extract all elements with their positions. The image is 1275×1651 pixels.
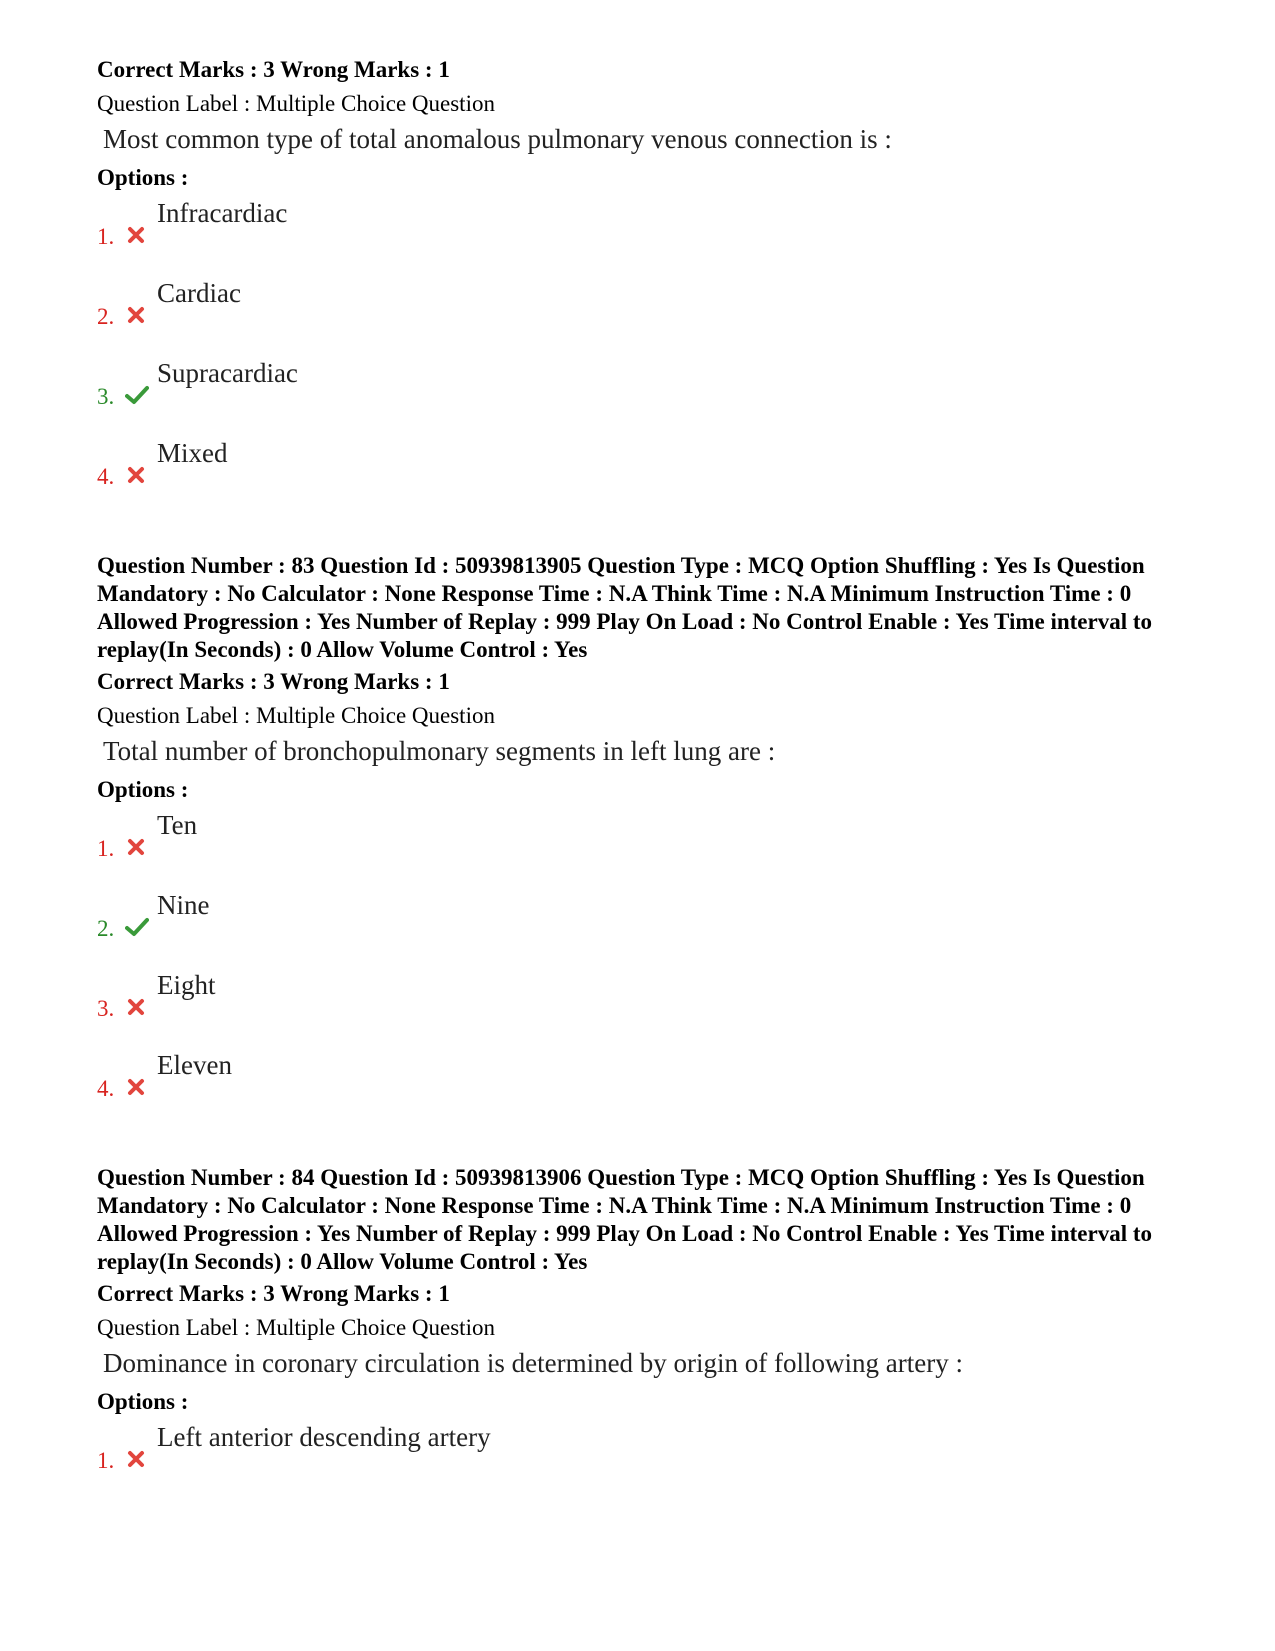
option-item <box>97 198 1207 278</box>
option-item <box>97 890 1207 970</box>
question-meta: Question Number : 83 Question Id : 50939813905 Question Type : MCQ Option Shuffling : Yes Is Question Mandatory : No Calculator : None Response Time : N.A Think Time : N.A Minimum Instruction Time : 0 Allowed Progression : Yes Number of Replay : 999 Play On Load : No Control Enable : Yes Time interval to replay(In Seconds) : 0 Allow Volume Control : Yes <box>97 553 1153 662</box>
cross-icon <box>125 1448 147 1470</box>
option-number: 2. <box>97 916 115 941</box>
cross-icon <box>125 224 147 246</box>
option-text: Ten <box>157 810 198 840</box>
options-list <box>97 810 1207 1130</box>
cross-icon <box>125 996 147 1018</box>
option-number: 1. <box>97 836 115 861</box>
cross-icon <box>125 1076 147 1098</box>
question-block-82 <box>97 56 1207 518</box>
option-item <box>97 358 1207 438</box>
option-text: Cardiac <box>157 278 241 308</box>
options-heading: Options : <box>97 165 189 190</box>
options-heading: Options : <box>97 777 189 802</box>
marks-line: Correct Marks : 3 Wrong Marks : 1 <box>97 57 450 82</box>
option-item <box>97 1422 1207 1502</box>
option-item <box>97 1050 1207 1130</box>
option-item <box>97 970 1207 1050</box>
marks-line: Correct Marks : 3 Wrong Marks : 1 <box>97 1281 450 1306</box>
option-text: Nine <box>157 890 210 920</box>
options-list <box>97 1422 1207 1502</box>
option-text: Eight <box>157 970 216 1000</box>
check-icon <box>125 384 147 406</box>
question-text: Total number of bronchopulmonary segments in left lung are : <box>103 736 776 766</box>
question-label: Question Label : Multiple Choice Question <box>97 1315 495 1340</box>
options-heading: Options : <box>97 1389 189 1414</box>
question-block-84 <box>97 1164 1207 1502</box>
question-label: Question Label : Multiple Choice Question <box>97 703 495 728</box>
question-meta: Question Number : 84 Question Id : 50939813906 Question Type : MCQ Option Shuffling : Yes Is Question Mandatory : No Calculator : None Response Time : N.A Think Time : N.A Minimum Instruction Time : 0 Allowed Progression : Yes Number of Replay : 999 Play On Load : No Control Enable : Yes Time interval to replay(In Seconds) : 0 Allow Volume Control : Yes <box>97 1165 1153 1274</box>
option-text: Mixed <box>157 438 228 468</box>
option-text: Supracardiac <box>157 358 298 388</box>
option-item <box>97 278 1207 358</box>
option-number: 2. <box>97 304 115 329</box>
question-label: Question Label : Multiple Choice Question <box>97 91 495 116</box>
marks-line: Correct Marks : 3 Wrong Marks : 1 <box>97 669 450 694</box>
document-page <box>97 56 1207 1502</box>
cross-icon <box>125 464 147 486</box>
option-number: 3. <box>97 996 115 1021</box>
option-number: 1. <box>97 1448 115 1473</box>
option-number: 4. <box>97 1076 115 1101</box>
question-text: Dominance in coronary circulation is determined by origin of following artery : <box>103 1348 963 1378</box>
option-number: 4. <box>97 464 115 489</box>
option-text: Infracardiac <box>157 198 288 228</box>
option-text: Left anterior descending artery <box>157 1422 491 1452</box>
option-number: 3. <box>97 384 115 409</box>
question-text: Most common type of total anomalous pulmonary venous connection is : <box>103 124 892 154</box>
options-list <box>97 198 1207 518</box>
check-icon <box>125 916 147 938</box>
cross-icon <box>125 836 147 858</box>
option-text: Eleven <box>157 1050 232 1080</box>
cross-icon <box>125 304 147 326</box>
question-block-83 <box>97 552 1207 1130</box>
option-number: 1. <box>97 224 115 249</box>
option-item <box>97 438 1207 518</box>
option-item <box>97 810 1207 890</box>
